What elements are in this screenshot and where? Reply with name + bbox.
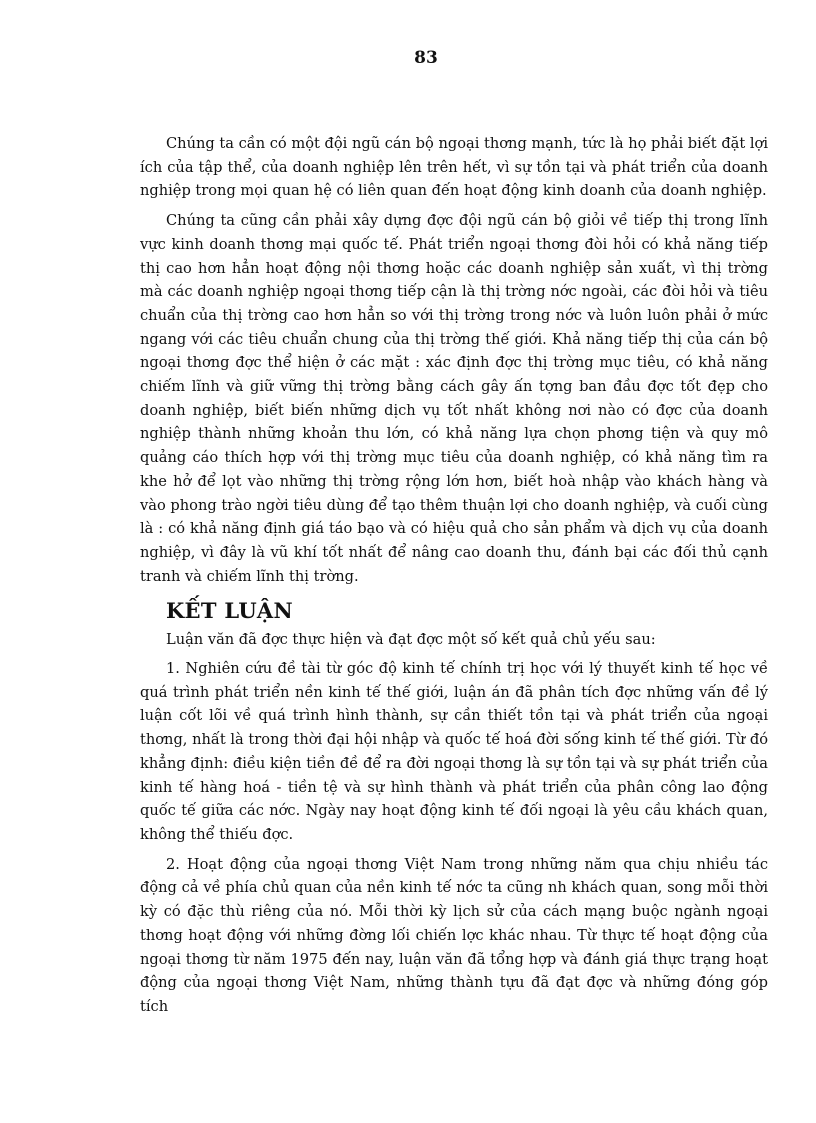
conclusion-item-2: 2. Hoạt động của ngoại thơng Việt Nam trong những năm qua chịu nhiều tác động cả về phía chủ quan của nền kinh tế nớc ta cũng nh khách quan, song mỗi thời kỳ có đặc thù riêng của nó. Mỗi thời kỳ lịch sử của cách mạng buộc ngành ngoại thơng hoạt động với những đờng lối chiến lợc khác nhau. Từ thực tế hoạt động của ngoại thơng từ năm 1975 đến nay, luận văn đã tổng hợp và đánh giá thực trạng hoạt động của ngoại thơng Việt Nam, những thành tựu đã đạt đợc và những đóng góp tích — [140, 855, 768, 1015]
body-text — [140, 132, 768, 1025]
paragraph-marketing-cadres: Chúng ta cũng cần phải xây dựng đợc đội ngũ cán bộ giỏi về tiếp thị trong lĩnh vực kinh doanh thơng mại quốc tế. Phát triển ngoại thơng đòi hỏi có khả năng tiếp thị cao hơn hẳn hoạt động nội thơng hoặc các doanh nghiệp sản xuất, vì thị trờng mà các doanh nghiệp ngoại thơng tiếp cận là thị trờng nớc ngoài, các đòi hỏi và tiêu chuẩn của thị trờng cao hơn hẳn so với thị trờng trong nớc và luôn luôn phải ở mức ngang với các tiêu chuẩn chung của thị trờng thế giới. Khả năng tiếp thị của cán bộ ngoại thơng đợc thể hiện ở các mặt : xác định đợc thị trờng mục tiêu, có khả năng chiếm lĩnh và giữ vững thị trờng bằng cách gây ấn tợng ban đầu đợc tốt đẹp cho doanh nghiệp, biết biến những dịch vụ tốt nhất không nơi nào có đợc của doanh nghiệp thành những khoản thu lớn, có khả năng lựa chọn phơng tiện và quy mô quảng cáo thích hợp với thị trờng mục tiêu của doanh nghiệp, có khả năng tìm ra khe hở để lọt vào những thị trờng rộng lớn hơn, biết hoà nhập vào khách hàng và vào phong trào ngời tiêu dùng để tạo thêm thuận lợi cho doanh nghiệp, và cuối cùng là : có khả năng định giá táo bạo và có hiệu quả cho sản phẩm và dịch vụ của doanh nghiệp, vì đây là vũ khí tốt nhất để nâng cao doanh thu, đánh bại các đối thủ cạnh tranh và chiếm lĩnh thị trờng. — [140, 212, 768, 585]
page-number: 83 — [414, 48, 438, 68]
conclusion-heading: KẾT LUẬN — [166, 598, 294, 624]
conclusion-intro: Luận văn đã đợc thực hiện và đạt đợc một số kết quả chủ yếu sau: — [166, 631, 656, 649]
conclusion-item-1: 1. Nghiên cứu đề tài từ góc độ kinh tế chính trị học với lý thuyết kinh tế học về quá trình phát triển nền kinh tế thế giới, luận án đã phân tích đợc những vấn đề lý luận cốt lõi về quá trình hình thành, sự cần thiết tồn tại và phát triển của ngoại thơng, nhất là trong thời đại hội nhập và quốc tế hoá đời sống kinh tế thế giới. Từ đó khẳng định: điều kiện tiền đề để ra đời ngoại thơng là sự tồn tại và sự phát triển của kinh tế hàng hoá - tiền tệ và sự hình thành và phát triển của phân công lao động quốc tế giữa các nớc. Ngày nay hoạt động kinh tế đối ngoại là yêu cầu khách quan, không thể thiếu đợc. — [140, 660, 768, 843]
paragraph-cadre-team: Chúng ta cần có một đội ngũ cán bộ ngoại thơng mạnh, tức là họ phải biết đặt lợi ích của tập thể, của doanh nghiệp lên trên hết, vì sự tồn tại và phát triển của doanh nghiệp trong mọi quan hệ có liên quan đến hoạt động kinh doanh của doanh nghiệp. — [140, 135, 768, 200]
